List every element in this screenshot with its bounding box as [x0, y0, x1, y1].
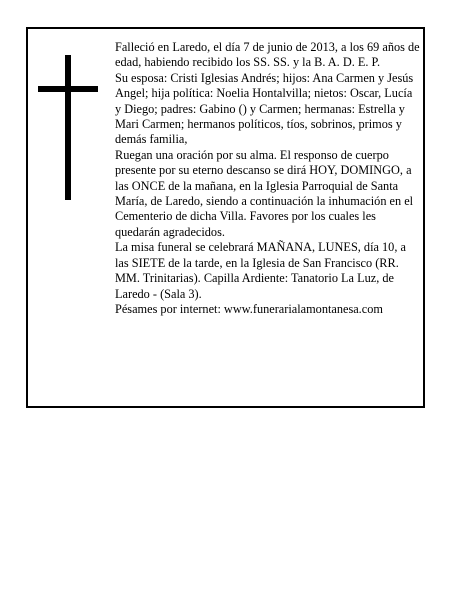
- obituary-notice: [26, 27, 425, 408]
- condolences-web: Pésames por internet: www.funerarialamontanesa.com: [115, 301, 383, 316]
- cross-icon: [38, 55, 98, 200]
- cross-horizontal-bar: [38, 86, 98, 92]
- death-announcement: Falleció en Laredo, el día 7 de junio de 2013, a los 69 años de edad, habiendo recibido los SS. SS. y la B. A. D. E. P.: [115, 40, 420, 70]
- prayer-and-service: Ruegan una oración por su alma. El responso de cuerpo presente por su eterno descanso se dirá HOY, DOMINGO, a las ONCE de la mañana, en la Iglesia Parroquial de Santa María, de Laredo, siendo a continuación la inhumación en el Cementerio de dicha Villa. Favores por los cuales les quedarán agradecidos.: [115, 147, 414, 239]
- family-list: Su esposa: Cristi Iglesias Andrés; hijos: Ana Carmen y Jesús Angel; hija política: Noelia Hontalvilla; nietos: Oscar, Lucía y Diego; padres: Gabino () y Carmen; hermanas: Estrella y Mari Carmen; hermanos políticos, tíos, sobrinos, primos y demás familia,: [115, 70, 414, 147]
- obituary-text: [115, 40, 420, 317]
- funeral-mass: La misa funeral se celebrará MAÑANA, LUNES, día 10, a las SIETE de la tarde, en la Iglesia de San Francisco (RR. MM. Trinitarias). Capilla Ardiente: Tanatorio La Luz, de Laredo - (Sala 3).: [115, 240, 406, 301]
- cross-vertical-bar: [65, 55, 71, 200]
